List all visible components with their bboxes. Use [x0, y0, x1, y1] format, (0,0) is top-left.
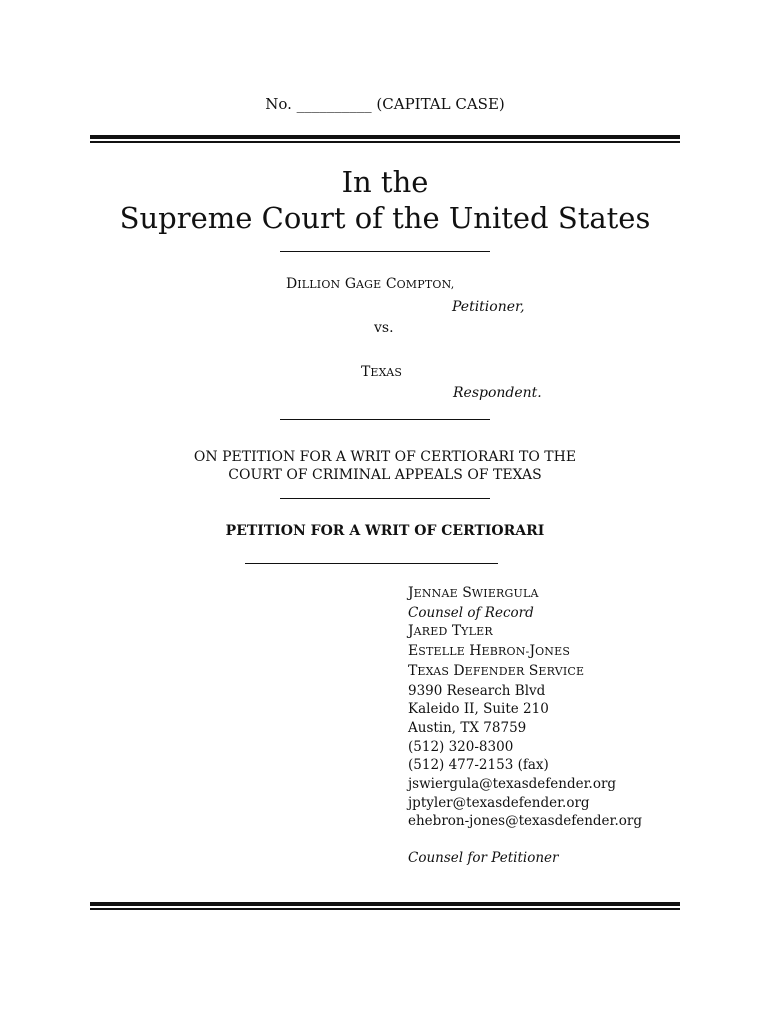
attorney-3-name: ESTELLE HEBRON-JONES: [408, 643, 571, 660]
divider-rule-3: [280, 498, 490, 499]
counsel-block: [408, 584, 642, 868]
address-line-3: Austin, TX 78759: [408, 719, 527, 736]
phone-number: (512) 320-8300: [408, 738, 514, 755]
organization-name: TEXAS DEFENDER SERVICE: [408, 662, 585, 679]
petitioner-name: DILLION GAGE COMPTON,: [286, 276, 455, 292]
on-petition-line1: ON PETITION FOR A WRIT OF CERTIORARI TO THE: [193, 449, 577, 465]
attorney-1-role: Counsel of Record: [408, 604, 534, 621]
top-double-rule: [90, 135, 680, 143]
respondent-name: TEXAS: [361, 364, 403, 380]
email-1: jswiergula@texasdefender.org: [408, 776, 617, 793]
divider-rule-2: [280, 419, 490, 420]
address-line-1: 9390 Research Blvd: [408, 682, 546, 699]
court-title-line1: In the: [341, 165, 429, 199]
attorney-2-name: JARED TYLER: [408, 623, 493, 640]
email-3: ehebron-jones@texasdefender.org: [408, 813, 643, 830]
court-title-line2: Supreme Court of the United States: [119, 201, 651, 235]
bottom-double-rule: [90, 902, 680, 910]
address-line-2: Kaleido II, Suite 210: [408, 701, 549, 718]
attorney-1-name: JENNAE SWIERGULA: [408, 585, 539, 601]
petitioner-role: Petitioner,: [452, 299, 525, 315]
on-petition-line2: COURT OF CRIMINAL APPEALS OF TEXAS: [228, 467, 542, 483]
petition-title: PETITION FOR A WRIT OF CERTIORARI: [225, 523, 545, 539]
email-2: jptyler@texasdefender.org: [408, 794, 590, 811]
docket-number: No. __________ (CAPITAL CASE): [265, 95, 505, 113]
respondent-role: Respondent.: [453, 385, 542, 401]
divider-rule-1: [280, 251, 490, 252]
divider-rule-4: [245, 563, 498, 564]
versus-text: vs.: [374, 320, 394, 336]
counsel-for-petitioner: Counsel for Petitioner: [408, 850, 559, 867]
fax-number: (512) 477-2153 (fax): [408, 757, 549, 774]
